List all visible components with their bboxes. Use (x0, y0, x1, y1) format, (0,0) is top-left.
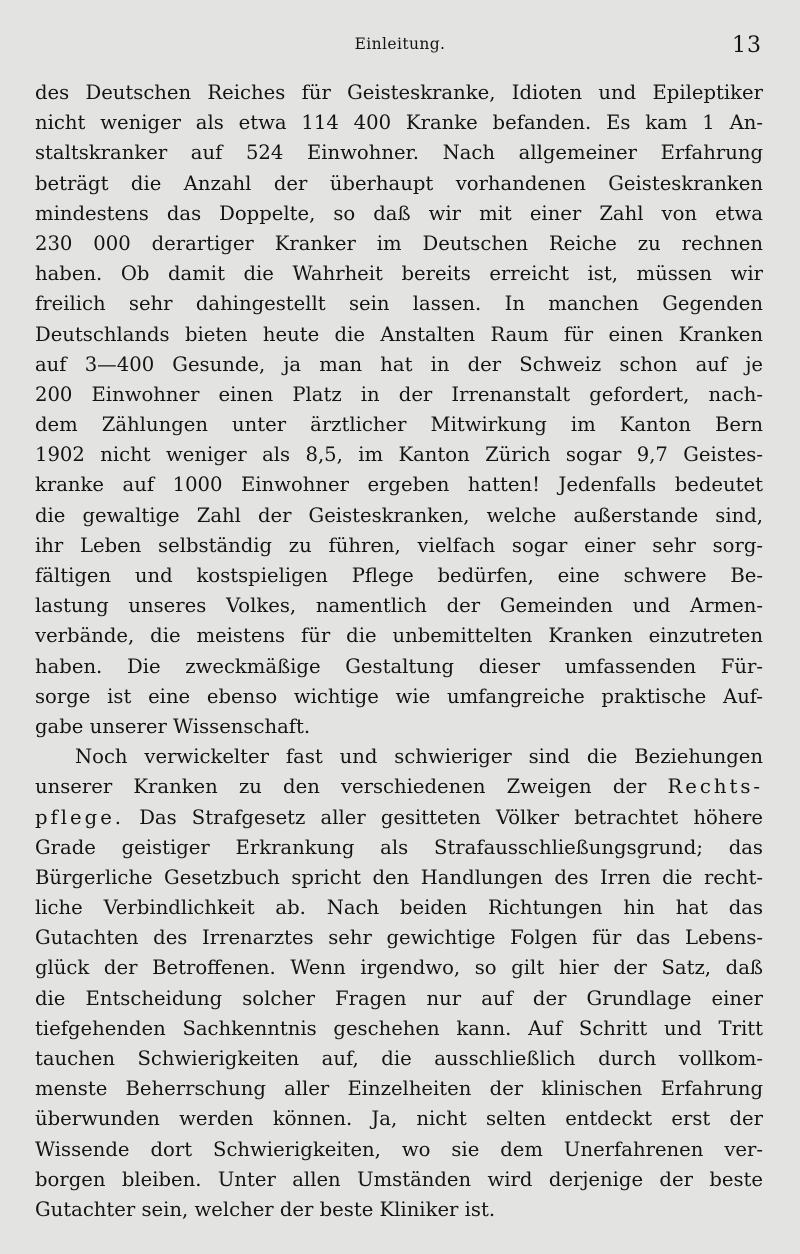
text-line: Wissende dort Schwierigkeiten, wo sie dem Unerfahrenen ver- (35, 1137, 763, 1161)
text-line: freilich sehr dahingestellt sein lassen. In manchen Gegenden (35, 292, 763, 316)
text-line: überwunden werden können. Ja, nicht selten entdeckt erst der (35, 1107, 763, 1131)
text-line: liche Verbindlichkeit ab. Nach beiden Richtungen hin hat das (35, 896, 763, 920)
text-line-with-spaced-term (35, 803, 763, 833)
text-line-with-spaced-term (35, 772, 763, 802)
text-line: Grade geistiger Erkrankung als Strafausschließungsgrund; das (35, 835, 763, 859)
text-line: beträgt die Anzahl der überhaupt vorhandenen Geisteskranken (35, 171, 763, 195)
text-line: staltskranker auf 524 Einwohner. Nach allgemeiner Erfahrung (35, 141, 763, 165)
text-line: Gutachten des Irrenarztes sehr gewichtige Folgen für das Lebens- (35, 926, 763, 950)
text-line: haben. Ob damit die Wahrheit bereits erreicht ist, müssen wir (35, 262, 763, 286)
text-line: auf 3—400 Gesunde, ja man hat in der Schweiz schon auf je (35, 352, 763, 376)
spaced-term: pflege. (35, 805, 125, 829)
page-number: 13 (732, 33, 762, 58)
text-line: des Deutschen Reiches für Geisteskranke, Idioten und Epileptiker (35, 81, 763, 104)
text-line: mindestens das Doppelte, so daß wir mit einer Zahl von etwa (35, 201, 763, 225)
text-line: borgen bleiben. Unter allen Umständen wird derjenige der beste (35, 1167, 763, 1191)
text-line: 1902 nicht weniger als 8,5, im Kanton Zürich sogar 9,7 Geistes- (35, 443, 763, 467)
body-text (35, 78, 763, 1225)
text-line: verbände, die meistens für die unbemittelten Kranken einzutreten (35, 624, 763, 648)
text-line: die Entscheidung solcher Fragen nur auf der Grundlage einer (35, 986, 763, 1010)
text-line: tauchen Schwierigkeiten auf, die ausschließlich durch vollkom- (35, 1047, 763, 1070)
text-line-paragraph-start: Noch verwickelter fast und schwieriger sind die Beziehungen (75, 745, 763, 769)
running-title: Einleitung. (354, 35, 446, 53)
page-header (0, 33, 800, 63)
text-line: lastung unseres Volkes, namentlich der Gemeinden und Armen- (35, 594, 763, 618)
text-segment: Das Strafgesetz aller gesitteten Völker betrachtet höhere (139, 805, 763, 829)
text-line: dem Zählungen unter ärztlicher Mitwirkung im Kanton Bern (35, 413, 763, 437)
text-line: sorge ist eine ebenso wichtige wie umfangreiche praktische Auf- (35, 684, 763, 708)
text-line: Deutschlands bieten heute die Anstalten Raum für einen Kranken (35, 322, 763, 346)
text-line: kranke auf 1000 Einwohner ergeben hatten! Jedenfalls bedeutet (35, 473, 763, 497)
text-line: tiefgehenden Sachkenntnis geschehen kann. Auf Schritt und Tritt (35, 1016, 763, 1040)
text-line: ihr Leben selbständig zu führen, vielfach sogar einer sehr sorg- (35, 533, 763, 557)
text-line: menste Beherrschung aller Einzelheiten der klinischen Erfahrung (35, 1077, 763, 1101)
text-line: glück der Betroffenen. Wenn irgendwo, so gilt hier der Satz, daß (35, 956, 763, 980)
text-line: nicht weniger als etwa 114 400 Kranke befanden. Es kam 1 An- (35, 111, 763, 135)
spaced-term: Rechts- (667, 775, 763, 799)
text-line: haben. Die zweckmäßige Gestaltung dieser umfassenden Für- (35, 654, 763, 678)
text-line: die gewaltige Zahl der Geisteskranken, welche außerstande sind, (35, 503, 763, 527)
text-line-paragraph-end: Gutachter sein, welcher der beste Kliniker ist. (35, 1197, 496, 1221)
text-segment: unserer Kranken zu den verschiedenen Zweigen der (35, 775, 647, 799)
text-line-paragraph-end: gabe unserer Wissenschaft. (35, 714, 311, 738)
text-line: fältigen und kostspieligen Pflege bedürfen, eine schwere Be- (35, 564, 763, 587)
text-line: 200 Einwohner einen Platz in der Irrenanstalt gefordert, nach- (35, 382, 763, 406)
text-line: 230 000 derartiger Kranker im Deutschen Reiche zu rechnen (35, 231, 763, 255)
text-line: Bürgerliche Gesetzbuch spricht den Handlungen des Irren die recht- (35, 865, 763, 889)
